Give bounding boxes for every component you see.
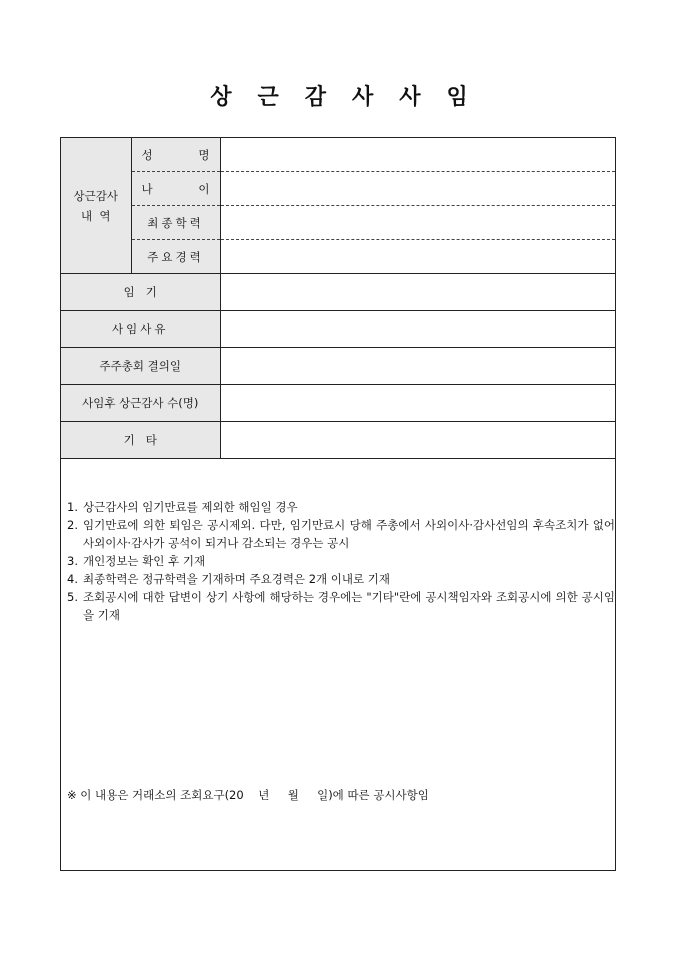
note-number: 2. (67, 518, 78, 532)
age-label-a: 나 (141, 181, 153, 196)
note-item (67, 552, 615, 570)
education-label: 최종학력 (131, 206, 220, 240)
name-label-b: 명 (198, 147, 210, 162)
resignation-reason-label: 사임사유 (61, 311, 220, 348)
note-number: 1. (67, 500, 78, 514)
disclosure-table (61, 138, 615, 459)
note-number: 5. (67, 590, 78, 604)
footer-note: ※ 이 내용은 거래소의 조회요구(20 년 월 일)에 따른 공시사항임 (67, 788, 429, 802)
note-text: 조회공시에 대한 답변이 상기 사항에 해당하는 경우에는 "기타"란에 공시책임자와 조회공시에 의한 공시임을 기재 (83, 590, 615, 622)
remaining-auditors-field[interactable] (220, 385, 615, 422)
age-label-b: 이 (198, 181, 210, 196)
other-label: 기 타 (61, 422, 220, 459)
details-group-label-line1: 상근감사 (73, 188, 118, 203)
title-char: 상 (210, 84, 234, 110)
meeting-date-field[interactable] (220, 348, 615, 385)
title-char: 감 (304, 84, 328, 110)
career-label: 주요경력 (131, 240, 220, 274)
details-group-label (61, 138, 131, 274)
name-label (131, 138, 220, 172)
form-box (60, 137, 616, 871)
notes-section (67, 498, 615, 624)
note-number: 4. (67, 572, 78, 586)
term-value-field[interactable] (220, 274, 615, 311)
remaining-auditors-label: 사임후 상근감사 수(명) (61, 385, 220, 422)
other-field[interactable] (220, 422, 615, 459)
name-value-field[interactable] (220, 138, 615, 172)
note-text: 임기만료에 의한 퇴임은 공시제외. 다만, 임기만료시 당해 주총에서 사외이사·감사선임의 후속조치가 없어 사외이사·감사가 공석이 되거나 감소되는 경우는 공시 (83, 518, 615, 550)
page-title (0, 80, 680, 111)
term-label: 임 기 (61, 274, 220, 311)
education-value-field[interactable] (220, 206, 615, 240)
title-char: 사 (399, 84, 423, 110)
note-text: 상근감사의 임기만료를 제외한 해임일 경우 (83, 500, 298, 514)
note-item (67, 516, 615, 552)
note-item (67, 588, 615, 624)
resignation-reason-field[interactable] (220, 311, 615, 348)
note-item (67, 498, 615, 516)
career-value-field[interactable] (220, 240, 615, 274)
details-group-label-line2: 내 역 (80, 208, 111, 223)
title-char: 임 (446, 84, 470, 110)
name-label-a: 성 (141, 147, 153, 162)
age-value-field[interactable] (220, 172, 615, 206)
note-text: 개인정보는 확인 후 기재 (83, 554, 206, 568)
title-char: 근 (257, 84, 281, 110)
note-text: 최종학력은 정규학력을 기재하며 주요경력은 2개 이내로 기재 (83, 572, 390, 586)
note-item (67, 570, 615, 588)
age-label (131, 172, 220, 206)
title-char: 사 (352, 84, 376, 110)
note-number: 3. (67, 554, 78, 568)
meeting-date-label: 주주총회 결의일 (61, 348, 220, 385)
